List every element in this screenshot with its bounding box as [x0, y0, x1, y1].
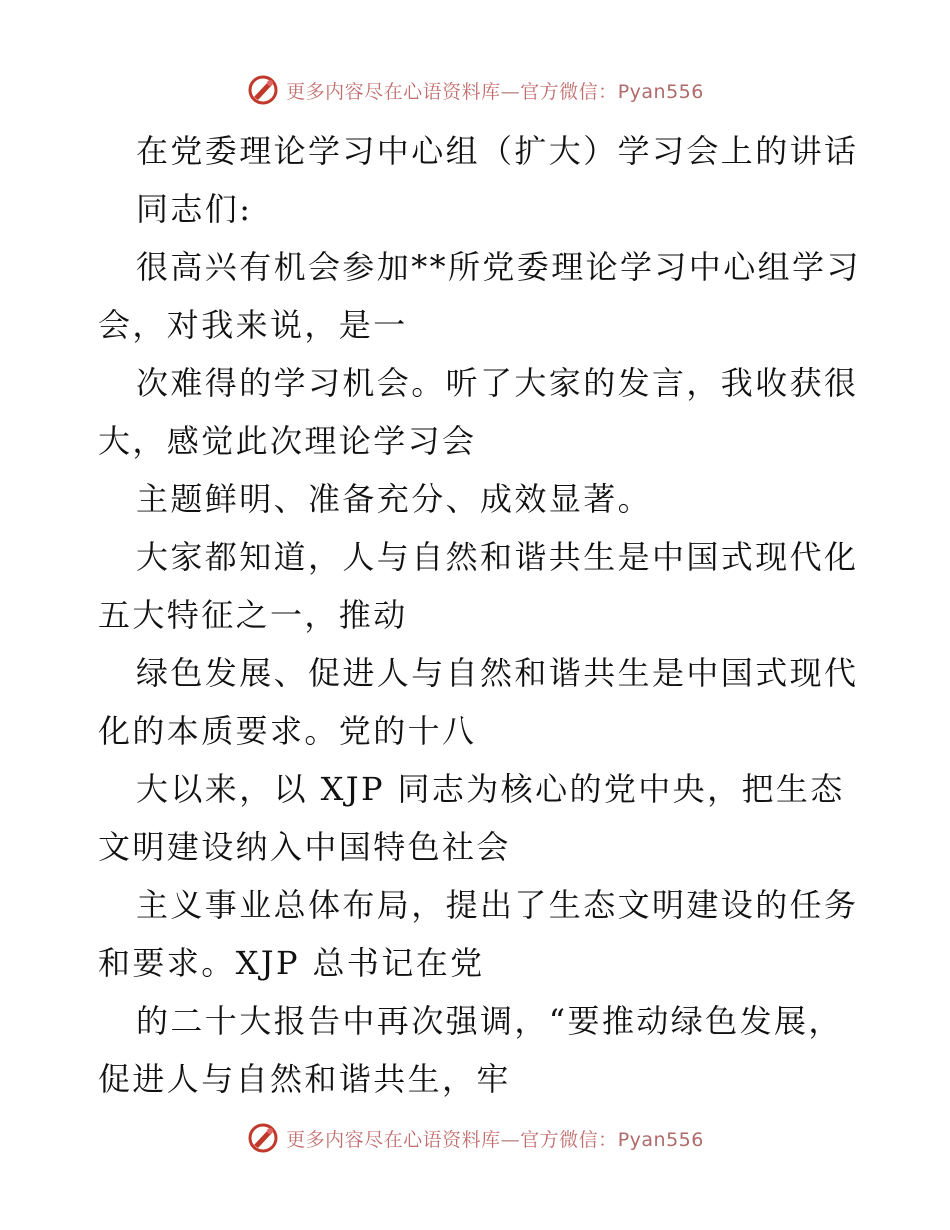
document-line: 化的本质要求。党的十八 — [98, 712, 477, 750]
document-line: 的二十大报告中再次强调，“要推动绿色发展， — [136, 1002, 843, 1040]
document-line: 促进人与自然和谐共生，牢 — [98, 1060, 511, 1098]
document-line: 在党委理论学习中心组（扩大）学习会上的讲话 — [136, 132, 859, 170]
document-line: 和要求。XJP 总书记在党 — [98, 944, 485, 982]
document-body — [98, 122, 861, 1108]
document-line: 次难得的学习机会。听了大家的发言，我收获很 — [136, 364, 859, 402]
document-line: 同志们: — [136, 190, 253, 228]
document-line: 会，对我来说，是一 — [98, 306, 408, 344]
document-line: 文明建设纳入中国特色社会 — [98, 828, 511, 866]
document-line: 五大特征之一，推动 — [98, 596, 408, 634]
document-line: 大以来，以 XJP 同志为核心的党中央，把生态 — [136, 770, 845, 808]
brush-circle-logo-icon — [246, 1121, 280, 1155]
document-line: 绿色发展、促进人与自然和谐共生是中国式现代 — [136, 654, 859, 692]
watermark-handle: Pyan556 — [617, 80, 704, 103]
document-line: 大，感觉此次理论学习会 — [98, 422, 477, 460]
document-line: 很高兴有机会参加**所党委理论学习中心组学习 — [136, 248, 861, 286]
header-watermark — [0, 72, 950, 108]
footer-watermark — [0, 1120, 950, 1156]
watermark-text: 更多内容尽在心语资料库—官方微信：Pyan556 — [286, 1128, 704, 1151]
document-line: 主义事业总体布局，提出了生态文明建设的任务 — [136, 886, 859, 924]
watermark-text: 更多内容尽在心语资料库—官方微信：Pyan556 — [286, 80, 704, 103]
watermark-handle: Pyan556 — [617, 1128, 704, 1151]
brush-circle-logo-icon — [246, 73, 280, 107]
document-line: 大家都知道，人与自然和谐共生是中国式现代化 — [136, 538, 859, 576]
document-line: 主题鲜明、准备充分、成效显著。 — [136, 480, 653, 518]
